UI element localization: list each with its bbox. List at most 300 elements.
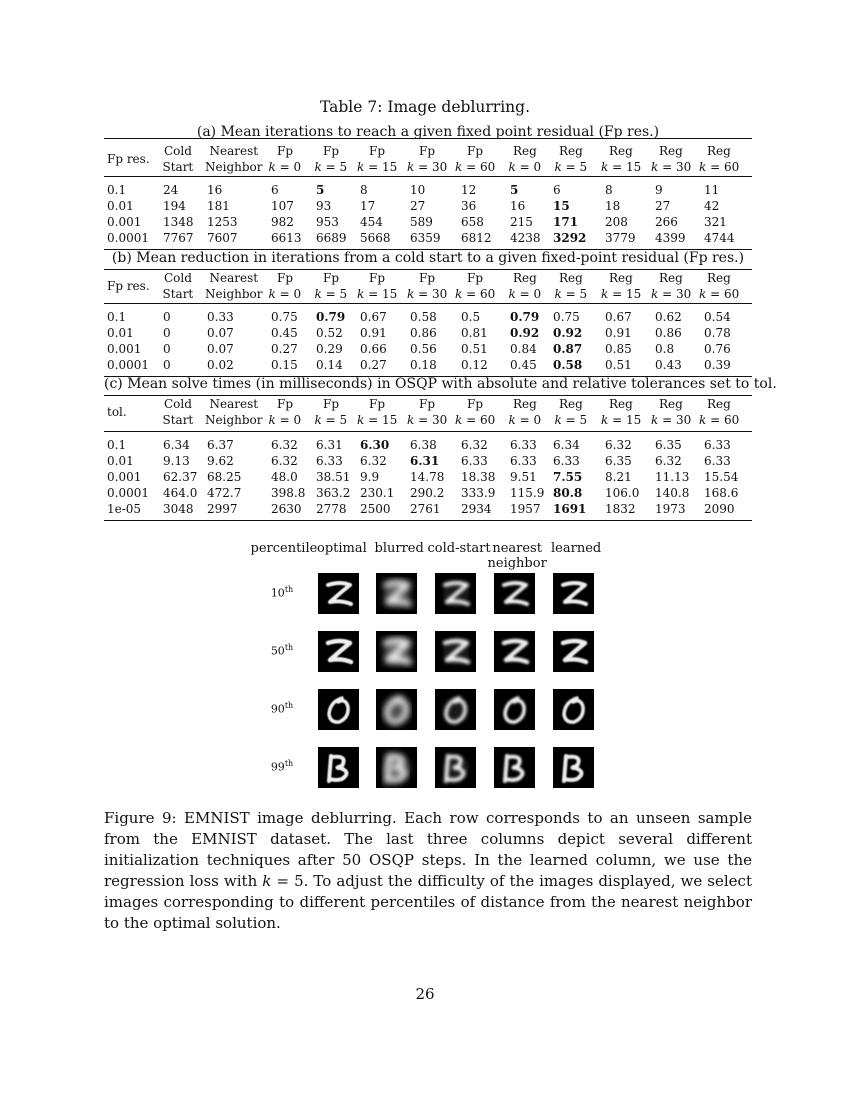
table-cell: 6.35 bbox=[605, 454, 632, 468]
column-header-sub: k = 30 bbox=[651, 287, 692, 301]
column-header: Cold bbox=[164, 397, 192, 411]
table-cell: 0 bbox=[163, 342, 171, 356]
table-cell: 230.1 bbox=[360, 486, 395, 500]
table-cell: 0.84 bbox=[510, 342, 537, 356]
table-cell: 6359 bbox=[410, 231, 441, 245]
table-cell: 398.8 bbox=[271, 486, 306, 500]
table-mid-rule bbox=[104, 176, 752, 177]
table-cell: 6.34 bbox=[553, 438, 580, 452]
column-header-sub: Neighbor bbox=[205, 160, 263, 174]
table-cell: 3048 bbox=[163, 502, 194, 516]
table-cell: 16 bbox=[510, 199, 526, 213]
table-cell: 6812 bbox=[461, 231, 492, 245]
deblur-image bbox=[435, 689, 476, 730]
figure-column-header: optimal bbox=[317, 541, 367, 556]
deblur-image bbox=[376, 573, 417, 614]
table-cell: 3292 bbox=[553, 231, 587, 245]
table-cell: 6.32 bbox=[271, 454, 298, 468]
table-cell: 0.07 bbox=[207, 342, 234, 356]
table-cell: 68.25 bbox=[207, 470, 242, 484]
table-cell: 11.13 bbox=[655, 470, 690, 484]
table-cell: 0.01 bbox=[107, 454, 134, 468]
table-cell: 0.52 bbox=[316, 326, 343, 340]
table-cell: 464.0 bbox=[163, 486, 198, 500]
table-cell: 7767 bbox=[163, 231, 194, 245]
table-cell: 0.39 bbox=[704, 358, 731, 372]
table-row bbox=[104, 230, 752, 246]
table-cell: 0.67 bbox=[605, 310, 632, 324]
column-header: Fp bbox=[277, 397, 294, 411]
table-cell: 0.92 bbox=[553, 326, 583, 340]
table-cell: 5668 bbox=[360, 231, 391, 245]
column-header-sub: k = 30 bbox=[407, 287, 448, 301]
column-header: Reg bbox=[609, 397, 633, 411]
figure-column-header: cold-start bbox=[427, 541, 491, 556]
page-number: 26 bbox=[415, 985, 435, 1003]
table-row bbox=[104, 309, 752, 325]
column-header: Fp bbox=[369, 144, 386, 158]
table-cell: 6.38 bbox=[410, 438, 437, 452]
table-cell: 6.32 bbox=[271, 438, 298, 452]
column-header: Reg bbox=[659, 144, 683, 158]
table-cell: 589 bbox=[410, 215, 433, 229]
table-cell: 0.54 bbox=[704, 310, 731, 324]
column-header-sub: k = 0 bbox=[268, 287, 302, 301]
table-cell: 48.0 bbox=[271, 470, 298, 484]
table-cell: 6.33 bbox=[510, 438, 537, 452]
table-cell: 6.32 bbox=[655, 454, 682, 468]
column-header: Reg bbox=[659, 397, 683, 411]
column-header-sub: Start bbox=[162, 287, 194, 301]
column-header-sub: Neighbor bbox=[205, 413, 263, 427]
row-percentile-label: 90th bbox=[270, 701, 294, 716]
table-cell: 1691 bbox=[553, 502, 587, 516]
column-header-sub: k = 0 bbox=[508, 413, 542, 427]
table-cell: 15 bbox=[553, 199, 570, 213]
column-header: Fp bbox=[467, 144, 484, 158]
table-mid-rule bbox=[104, 431, 752, 432]
table-cell: 0.27 bbox=[360, 358, 387, 372]
column-header: Reg bbox=[609, 271, 633, 285]
column-header: Reg bbox=[707, 271, 731, 285]
table-cell: 0.67 bbox=[360, 310, 387, 324]
column-header-sub: k = 15 bbox=[601, 413, 642, 427]
column-header: Reg bbox=[559, 144, 583, 158]
table-cell: 1253 bbox=[207, 215, 238, 229]
table-cell: 0.62 bbox=[655, 310, 682, 324]
table-cell: 6.31 bbox=[316, 438, 343, 452]
table-cell: 0.07 bbox=[207, 326, 234, 340]
column-header: Fp bbox=[323, 271, 340, 285]
column-header-sub: Start bbox=[162, 160, 194, 174]
table-row bbox=[104, 198, 752, 214]
table-cell: 6613 bbox=[271, 231, 302, 245]
table-cell: 953 bbox=[316, 215, 339, 229]
table-cell: 0.92 bbox=[510, 326, 540, 340]
column-header: Fp bbox=[467, 271, 484, 285]
table-cell: 0.29 bbox=[316, 342, 343, 356]
column-header-sub: k = 5 bbox=[554, 287, 588, 301]
table-cell: 363.2 bbox=[316, 486, 351, 500]
column-header: Reg bbox=[559, 397, 583, 411]
table-cell: 0.66 bbox=[360, 342, 387, 356]
column-header-sub: k = 15 bbox=[357, 413, 398, 427]
table-cell: 6.33 bbox=[704, 438, 731, 452]
table-cell: 2761 bbox=[410, 502, 441, 516]
table-cell: 16 bbox=[207, 183, 223, 197]
table-cell: 0.0001 bbox=[107, 486, 149, 500]
table-cell: 0.75 bbox=[271, 310, 298, 324]
table-cell: 290.2 bbox=[410, 486, 445, 500]
table-cell: 6.33 bbox=[704, 454, 731, 468]
column-header-sub: k = 60 bbox=[699, 287, 740, 301]
table-cell: 38.51 bbox=[316, 470, 351, 484]
table-cell: 80.8 bbox=[553, 486, 583, 500]
table-cell: 0.58 bbox=[553, 358, 583, 372]
column-header: Reg bbox=[513, 144, 537, 158]
table-cell: 0.5 bbox=[461, 310, 481, 324]
table-cell: 115.9 bbox=[510, 486, 545, 500]
column-header: Reg bbox=[707, 397, 731, 411]
table-cell: 0.15 bbox=[271, 358, 298, 372]
table-cell: 5 bbox=[316, 183, 325, 197]
table-cell: 0.78 bbox=[704, 326, 731, 340]
table-cell: 0.0001 bbox=[107, 358, 149, 372]
column-header-sub: k = 30 bbox=[651, 413, 692, 427]
table-cell: 0.1 bbox=[107, 438, 127, 452]
column-header-sub: k = 5 bbox=[314, 287, 348, 301]
table-cell: 9.51 bbox=[510, 470, 537, 484]
deblur-image bbox=[553, 747, 594, 788]
column-header-sub: k = 5 bbox=[554, 160, 588, 174]
column-header-sub: k = 5 bbox=[314, 413, 348, 427]
column-header: Reg bbox=[513, 271, 537, 285]
table-cell: 1832 bbox=[605, 502, 636, 516]
table-row bbox=[104, 485, 752, 501]
table-body bbox=[104, 182, 752, 246]
table-cell: 194 bbox=[163, 199, 186, 213]
table-row bbox=[104, 501, 752, 517]
table-header bbox=[104, 270, 752, 304]
table-cell: 2934 bbox=[461, 502, 492, 516]
column-header: Reg bbox=[659, 271, 683, 285]
column-header-sub: k = 60 bbox=[455, 160, 496, 174]
table-cell: 0.001 bbox=[107, 215, 142, 229]
column-header: Nearest bbox=[209, 271, 259, 285]
table-cell: 0.12 bbox=[461, 358, 488, 372]
table-cell: 9.9 bbox=[360, 470, 380, 484]
table-cell: 2630 bbox=[271, 502, 302, 516]
table-cell: 140.8 bbox=[655, 486, 690, 500]
table-cell: 6.32 bbox=[605, 438, 632, 452]
table-cell: 0.1 bbox=[107, 310, 127, 324]
table-c-caption: (c) Mean solve times (in milliseconds) in OSQP with absolute and relative tolerances set to tol. bbox=[104, 376, 777, 392]
table-cell: 333.9 bbox=[461, 486, 496, 500]
deblur-image bbox=[435, 747, 476, 788]
column-header: Fp bbox=[419, 397, 436, 411]
table-cell: 171 bbox=[553, 215, 579, 229]
column-header: Cold bbox=[164, 271, 192, 285]
deblur-image bbox=[553, 631, 594, 672]
table-cell: 9.13 bbox=[163, 454, 190, 468]
table-cell: 208 bbox=[605, 215, 628, 229]
column-header-sub: k = 30 bbox=[651, 160, 692, 174]
deblur-image bbox=[494, 573, 535, 614]
table-cell: 0.45 bbox=[271, 326, 298, 340]
table-cell: 6.37 bbox=[207, 438, 234, 452]
column-header-sub: Start bbox=[162, 413, 194, 427]
table-cell: 6689 bbox=[316, 231, 347, 245]
column-header: Nearest bbox=[209, 144, 259, 158]
table-cell: 0.8 bbox=[655, 342, 675, 356]
deblur-image bbox=[494, 631, 535, 672]
first-column-header: Fp res. bbox=[107, 279, 150, 293]
table-cell: 6.32 bbox=[360, 454, 387, 468]
table-cell: 0.14 bbox=[316, 358, 343, 372]
table-cell: 18.38 bbox=[461, 470, 496, 484]
table-header bbox=[104, 143, 752, 177]
table-cell: 6.34 bbox=[163, 438, 190, 452]
table-cell: 215 bbox=[510, 215, 533, 229]
table-mid-rule bbox=[104, 303, 752, 304]
figure-caption: Figure 9: EMNIST image deblurring. Each row corresponds to an unseen sample from the EMNIST dataset. The last three columns depict several different initialization techniques after 50 OSQP steps. In the learned column, we use the regression loss with k = 5. To adjust the difficulty of the images displayed, we select images corresponding to different percentiles of distance from the nearest neighbor to the optimal solution. bbox=[104, 809, 752, 932]
table-cell: 0.27 bbox=[271, 342, 298, 356]
table-cell: 11 bbox=[704, 183, 720, 197]
table-cell: 10 bbox=[410, 183, 426, 197]
table-cell: 0.51 bbox=[605, 358, 632, 372]
figure-column-header: percentile bbox=[250, 541, 318, 556]
table-cell: 5 bbox=[510, 183, 519, 197]
column-header: Reg bbox=[513, 397, 537, 411]
column-header: Fp bbox=[277, 144, 294, 158]
figure-column-header: nearest neighbor bbox=[487, 541, 547, 571]
table-row bbox=[104, 341, 752, 357]
table-cell: 1348 bbox=[163, 215, 194, 229]
column-header: Fp bbox=[369, 397, 386, 411]
table-cell: 6.33 bbox=[553, 454, 580, 468]
table-cell: 4399 bbox=[655, 231, 686, 245]
table-top-rule bbox=[104, 138, 752, 139]
table-cell: 6.32 bbox=[461, 438, 488, 452]
deblur-image bbox=[494, 747, 535, 788]
table-row bbox=[104, 453, 752, 469]
column-header-sub: k = 0 bbox=[268, 413, 302, 427]
column-header-sub: k = 5 bbox=[314, 160, 348, 174]
table-cell: 9.62 bbox=[207, 454, 234, 468]
table-cell: 1e-05 bbox=[107, 502, 142, 516]
table-cell: 0 bbox=[163, 326, 171, 340]
deblur-image bbox=[553, 573, 594, 614]
table-row bbox=[104, 357, 752, 373]
table-cell: 0 bbox=[163, 310, 171, 324]
table-cell: 6.33 bbox=[316, 454, 343, 468]
table-cell: 17 bbox=[360, 199, 376, 213]
table-cell: 2997 bbox=[207, 502, 238, 516]
table-cell: 8 bbox=[605, 183, 613, 197]
column-header: Fp bbox=[323, 144, 340, 158]
table-b-caption: (b) Mean reduction in iterations from a cold start to a given fixed-point residual (Fp res.) bbox=[111, 250, 745, 266]
deblur-image bbox=[376, 631, 417, 672]
table-cell: 658 bbox=[461, 215, 484, 229]
column-header-sub: k = 60 bbox=[699, 160, 740, 174]
table-cell: 181 bbox=[207, 199, 230, 213]
column-header-sub: k = 0 bbox=[268, 160, 302, 174]
table-cell: 0.001 bbox=[107, 470, 142, 484]
table-cell: 2778 bbox=[316, 502, 347, 516]
table-cell: 0.18 bbox=[410, 358, 437, 372]
table-cell: 3779 bbox=[605, 231, 636, 245]
table-cell: 6 bbox=[271, 183, 279, 197]
table-cell: 24 bbox=[163, 183, 179, 197]
table-cell: 106.0 bbox=[605, 486, 640, 500]
table-cell: 6.35 bbox=[655, 438, 682, 452]
table-cell: 2090 bbox=[704, 502, 735, 516]
table-cell: 0.79 bbox=[316, 310, 346, 324]
column-header-sub: k = 30 bbox=[407, 413, 448, 427]
table-cell: 0.01 bbox=[107, 326, 134, 340]
table-cell: 0.58 bbox=[410, 310, 437, 324]
table-cell: 4238 bbox=[510, 231, 541, 245]
table-cell: 0.75 bbox=[553, 310, 580, 324]
table-cell: 454 bbox=[360, 215, 383, 229]
table-cell: 0.91 bbox=[360, 326, 387, 340]
figure-column-header: learned bbox=[551, 541, 602, 556]
table-row bbox=[104, 469, 752, 485]
column-header: Cold bbox=[164, 144, 192, 158]
column-header-sub: Neighbor bbox=[205, 287, 263, 301]
deblur-image bbox=[318, 573, 359, 614]
table-cell: 0.79 bbox=[510, 310, 540, 324]
table-cell: 2500 bbox=[360, 502, 391, 516]
column-header: Fp bbox=[277, 271, 294, 285]
column-header: Fp bbox=[323, 397, 340, 411]
table-cell: 0.0001 bbox=[107, 231, 149, 245]
table-cell: 0.02 bbox=[207, 358, 234, 372]
table-cell: 93 bbox=[316, 199, 332, 213]
table-cell: 6.33 bbox=[510, 454, 537, 468]
table-cell: 27 bbox=[655, 199, 671, 213]
row-percentile-label: 10th bbox=[270, 585, 294, 600]
table-cell: 42 bbox=[704, 199, 720, 213]
column-header-sub: k = 60 bbox=[455, 413, 496, 427]
table-cell: 168.6 bbox=[704, 486, 739, 500]
column-header-sub: k = 30 bbox=[407, 160, 448, 174]
table-row bbox=[104, 182, 752, 198]
table-cell: 1957 bbox=[510, 502, 541, 516]
table-cell: 0.81 bbox=[461, 326, 488, 340]
first-column-header: tol. bbox=[107, 405, 127, 419]
column-header-sub: k = 15 bbox=[601, 160, 642, 174]
table-cell: 0.45 bbox=[510, 358, 537, 372]
deblur-image bbox=[376, 747, 417, 788]
figure-column-header: blurred bbox=[374, 541, 424, 556]
column-header-sub: k = 60 bbox=[455, 287, 496, 301]
column-header: Fp bbox=[467, 397, 484, 411]
table-cell: 0.51 bbox=[461, 342, 488, 356]
table-cell: 0 bbox=[163, 358, 171, 372]
column-header-sub: k = 15 bbox=[601, 287, 642, 301]
deblur-image bbox=[435, 573, 476, 614]
table-cell: 982 bbox=[271, 215, 294, 229]
table-cell: 36 bbox=[461, 199, 477, 213]
table-cell: 4744 bbox=[704, 231, 735, 245]
table-cell: 266 bbox=[655, 215, 678, 229]
table-row bbox=[104, 214, 752, 230]
table-cell: 0.43 bbox=[655, 358, 682, 372]
table-cell: 0.001 bbox=[107, 342, 142, 356]
deblur-image bbox=[318, 747, 359, 788]
column-header: Fp bbox=[419, 144, 436, 158]
column-header: Reg bbox=[707, 144, 731, 158]
row-percentile-label: 50th bbox=[270, 643, 294, 658]
deblur-image bbox=[553, 689, 594, 730]
table-cell: 27 bbox=[410, 199, 426, 213]
column-header-sub: k = 5 bbox=[554, 413, 588, 427]
column-header-sub: k = 15 bbox=[357, 287, 398, 301]
table-body bbox=[104, 309, 752, 373]
column-header-sub: k = 60 bbox=[699, 413, 740, 427]
table-header bbox=[104, 396, 752, 430]
table-cell: 12 bbox=[461, 183, 477, 197]
table-cell: 9 bbox=[655, 183, 663, 197]
table-cell: 0.1 bbox=[107, 183, 127, 197]
deblur-image bbox=[435, 631, 476, 672]
table-row bbox=[104, 437, 752, 453]
table-cell: 7607 bbox=[207, 231, 238, 245]
deblur-image bbox=[318, 689, 359, 730]
column-header-sub: k = 0 bbox=[508, 287, 542, 301]
table-cell: 6.33 bbox=[461, 454, 488, 468]
table-cell: 7.55 bbox=[553, 470, 583, 484]
table-cell: 0.33 bbox=[207, 310, 234, 324]
column-header: Reg bbox=[559, 271, 583, 285]
table-cell: 0.87 bbox=[553, 342, 583, 356]
table-body bbox=[104, 437, 752, 517]
table-cell: 0.86 bbox=[410, 326, 437, 340]
table-cell: 18 bbox=[605, 199, 621, 213]
column-header: Fp bbox=[419, 271, 436, 285]
table-cell: 0.85 bbox=[605, 342, 632, 356]
deblur-image bbox=[376, 689, 417, 730]
table-cell: 1973 bbox=[655, 502, 686, 516]
table-cell: 0.91 bbox=[605, 326, 632, 340]
table-cell: 107 bbox=[271, 199, 294, 213]
table-cell: 0.76 bbox=[704, 342, 731, 356]
deblur-image bbox=[494, 689, 535, 730]
first-column-header: Fp res. bbox=[107, 152, 150, 166]
row-percentile-label: 99th bbox=[270, 759, 294, 774]
table-caption: Table 7: Image deblurring. bbox=[319, 98, 530, 116]
table-cell: 0.56 bbox=[410, 342, 437, 356]
column-header: Nearest bbox=[209, 397, 259, 411]
column-header-sub: k = 0 bbox=[508, 160, 542, 174]
table-row bbox=[104, 325, 752, 341]
table-bottom-rule bbox=[104, 520, 752, 521]
table-cell: 8.21 bbox=[605, 470, 632, 484]
table-cell: 6 bbox=[553, 183, 561, 197]
table-cell: 62.37 bbox=[163, 470, 198, 484]
table-cell: 6.31 bbox=[410, 454, 440, 468]
table-cell: 14.78 bbox=[410, 470, 445, 484]
table-cell: 6.30 bbox=[360, 438, 390, 452]
column-header: Fp bbox=[369, 271, 386, 285]
table-cell: 321 bbox=[704, 215, 727, 229]
table-cell: 0.01 bbox=[107, 199, 134, 213]
column-header-sub: k = 15 bbox=[357, 160, 398, 174]
table-cell: 0.86 bbox=[655, 326, 682, 340]
table-a-caption: (a) Mean iterations to reach a given fixed point residual (Fp res.) bbox=[196, 124, 660, 140]
table-cell: 472.7 bbox=[207, 486, 242, 500]
